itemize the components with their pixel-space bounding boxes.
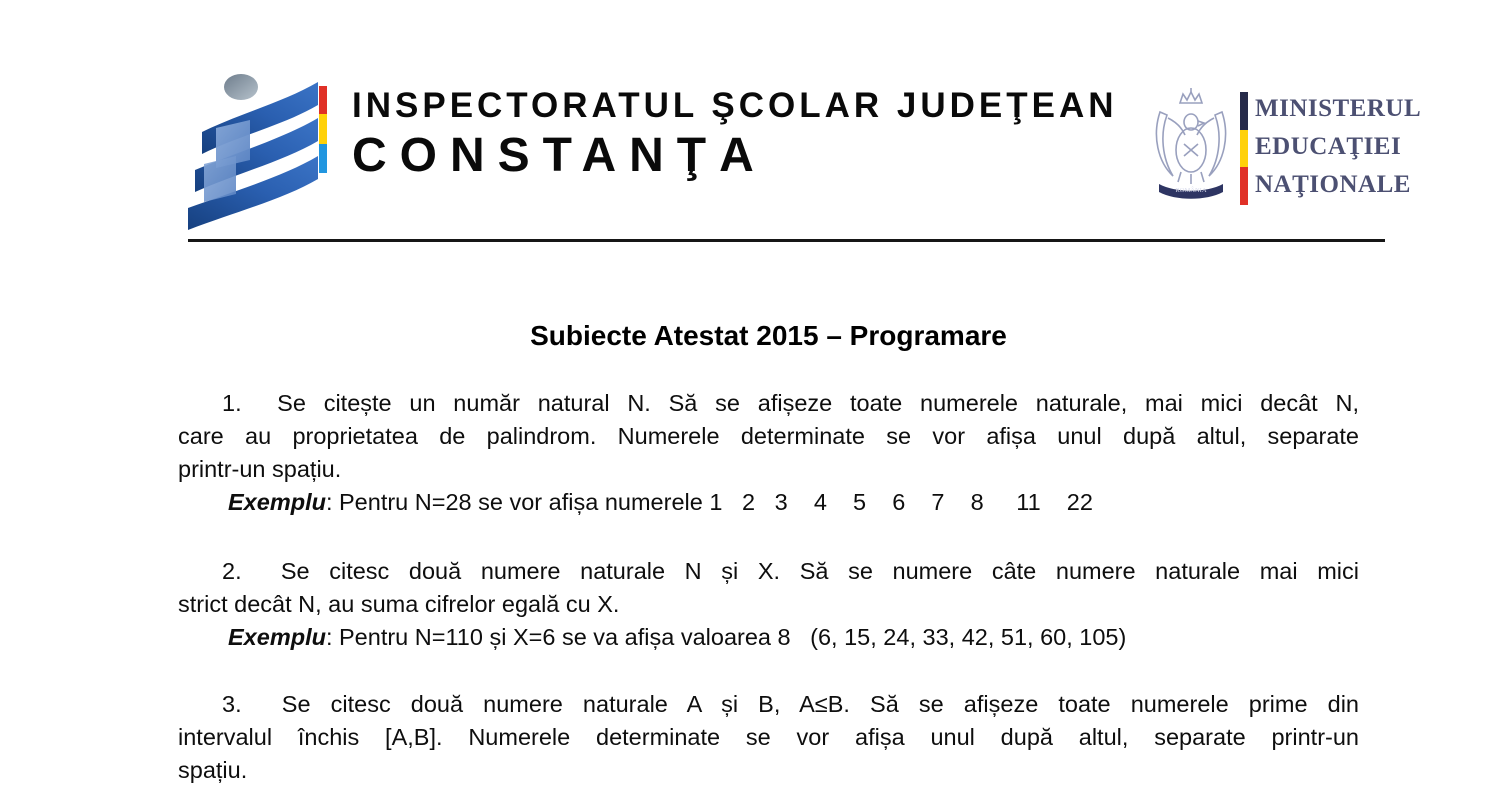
- problem-2: [178, 555, 1359, 654]
- logo-tricolor-bar: [319, 86, 327, 173]
- header-divider: [188, 239, 1385, 242]
- problem-2-example: [178, 621, 1359, 654]
- problem-1-line-2: care au proprietatea de palindrom. Numerele determinate se vor afișa unul după altul, separate: [178, 423, 1359, 449]
- ministry-line-3: NAŢIONALE: [1255, 171, 1411, 198]
- ministry-title: [1255, 90, 1421, 204]
- coat-banner-text: ROMÂNIA: [1175, 187, 1207, 194]
- flag-navy-segment: [1240, 92, 1248, 130]
- inspectorate-title-line2: CONSTANŢA: [352, 129, 767, 182]
- isj-constanta-logo-icon: [188, 72, 330, 236]
- problem-3-line-3: spațiu.: [178, 757, 248, 783]
- problem-3-line-1: 3. Se citesc două numere naturale A și B, A≤B. Să se afișeze toate numerele prime din: [222, 691, 1359, 717]
- problem-1-example: [178, 486, 1359, 519]
- problem-3-line-2: intervalul închis [A,B]. Numerele determinate se vor afișa unul după altul, separate printr-un: [178, 724, 1359, 750]
- ministry-flag-bar: [1240, 92, 1248, 205]
- flag-yellow-segment: [1240, 130, 1248, 168]
- example-text: : Pentru N=110 și X=6 se va afișa valoarea 8 (6, 15, 24, 33, 42, 51, 60, 105): [325, 624, 1127, 650]
- problem-2-line-2: strict decât N, au suma cifrelor egală cu X.: [178, 591, 620, 617]
- example-label: Exemplu: [228, 489, 326, 515]
- problem-2-line-1: 2. Se citesc două numere naturale N și X. Să se numere câte numere naturale mai mici: [222, 558, 1359, 584]
- problem-1-line-1: 1. Se citește un număr natural N. Să se afișeze toate numerele naturale, mai mici decât N,: [222, 390, 1359, 416]
- ministry-line-2: EDUCAŢIEI: [1255, 133, 1402, 160]
- inspectorate-title-line1: INSPECTORATUL ŞCOLAR JUDEŢEAN: [352, 86, 1118, 125]
- ministry-line-1: MINISTERUL: [1255, 95, 1422, 122]
- flag-red-segment: [1240, 167, 1248, 205]
- problem-3: [178, 688, 1359, 785]
- document-body: [178, 387, 1359, 785]
- logo-head-shape: [224, 74, 258, 100]
- example-text: : Pentru N=28 se vor afișa numerele 1 2 3 4 5 6 7 8 11 22: [325, 489, 1093, 515]
- romanian-coat-of-arms-icon: [1148, 88, 1234, 206]
- example-label: Exemplu: [228, 624, 326, 650]
- problem-1-line-3: printr-un spațiu.: [178, 456, 342, 482]
- page-title: Subiecte Atestat 2015 – Programare: [530, 320, 1007, 351]
- problem-1: [178, 387, 1359, 519]
